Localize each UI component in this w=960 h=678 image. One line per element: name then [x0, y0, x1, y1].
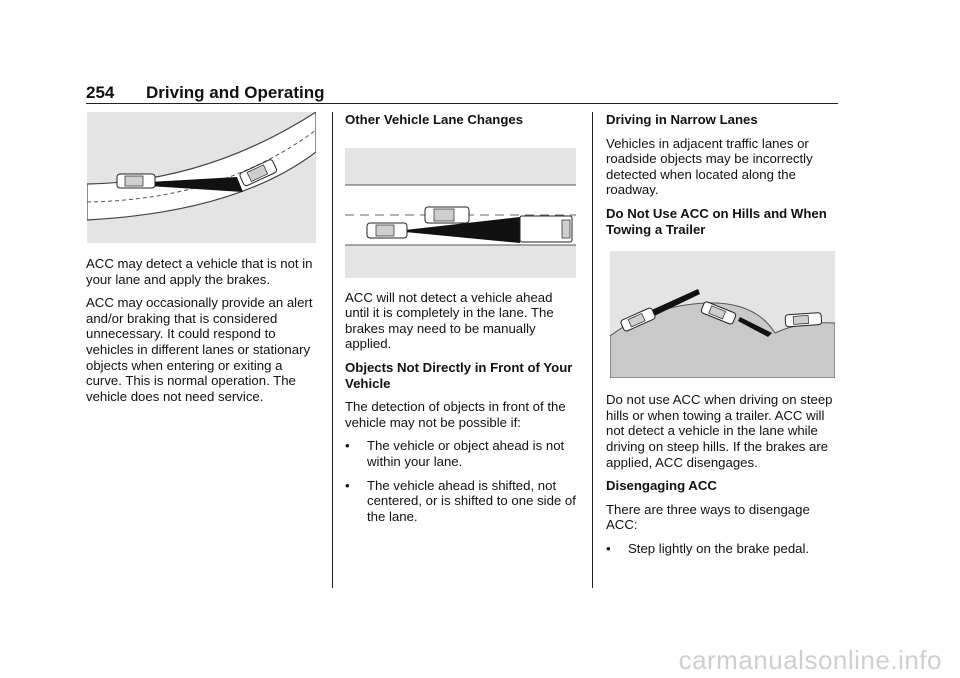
curve-detection-illustration-icon	[87, 112, 316, 243]
column-divider	[332, 112, 333, 588]
column-3	[606, 112, 838, 565]
paragraph: The detection of objects in front of the vehicle may not be possible if:	[345, 399, 566, 430]
list-item-text: Step lightly on the brake pedal.	[628, 540, 810, 556]
paragraph: ACC will not detect a vehicle ahead until it is completely in the lane. The brakes may need to be manually applied.	[345, 289, 554, 352]
paragraph: Do not use ACC when driving on steep hills or when towing a trailer. ACC will not detect a vehicle in the lane while driving on steep hills. If the brakes are applied, ACC disengages.	[606, 392, 833, 470]
list-item-text: The vehicle ahead is shifted, not centered, or is shifted to one side of the lane.	[367, 477, 576, 524]
column-1	[86, 112, 318, 412]
heading: Driving in Narrow Lanes	[606, 112, 758, 127]
section-title: Driving and Operating	[146, 83, 325, 102]
bullet: •	[606, 540, 611, 556]
heading: Disengaging ACC	[606, 478, 717, 494]
heading: Objects Not Directly in Front of Your Vehicle	[345, 359, 573, 391]
hills-illustration-icon	[610, 251, 835, 378]
page-number: 254	[86, 83, 115, 102]
bullet: •	[345, 477, 350, 493]
heading: Other Vehicle Lane Changes	[345, 112, 524, 127]
list-item	[345, 478, 577, 525]
paragraph: ACC may detect a vehicle that is not in your lane and apply the brakes.	[86, 256, 313, 287]
bullet: •	[345, 438, 350, 454]
lane-change-illustration-icon	[345, 148, 576, 278]
paragraph: Vehicles in adjacent traffic lanes or roadside objects may be incorrectly detected when located along the roadway.	[606, 135, 813, 198]
paragraph: ACC may occasionally provide an alert and/or braking that is considered unnecessary. It could respond to vehicles in different lanes or stationary objects when entering or exiting a curve. This is normal operation. The vehicle does not need service.	[86, 295, 313, 404]
watermark: carmanualsonline.info	[678, 645, 942, 675]
page-header	[86, 83, 838, 104]
list-item	[345, 438, 577, 469]
column-divider	[592, 112, 593, 588]
list-item	[606, 541, 838, 557]
paragraph: There are three ways to disengage ACC:	[606, 501, 810, 533]
list-item-text: The vehicle or object ahead is not within your lane.	[367, 438, 565, 469]
heading: Do Not Use ACC on Hills and When Towing a Trailer	[606, 205, 827, 237]
column-2	[345, 112, 577, 532]
